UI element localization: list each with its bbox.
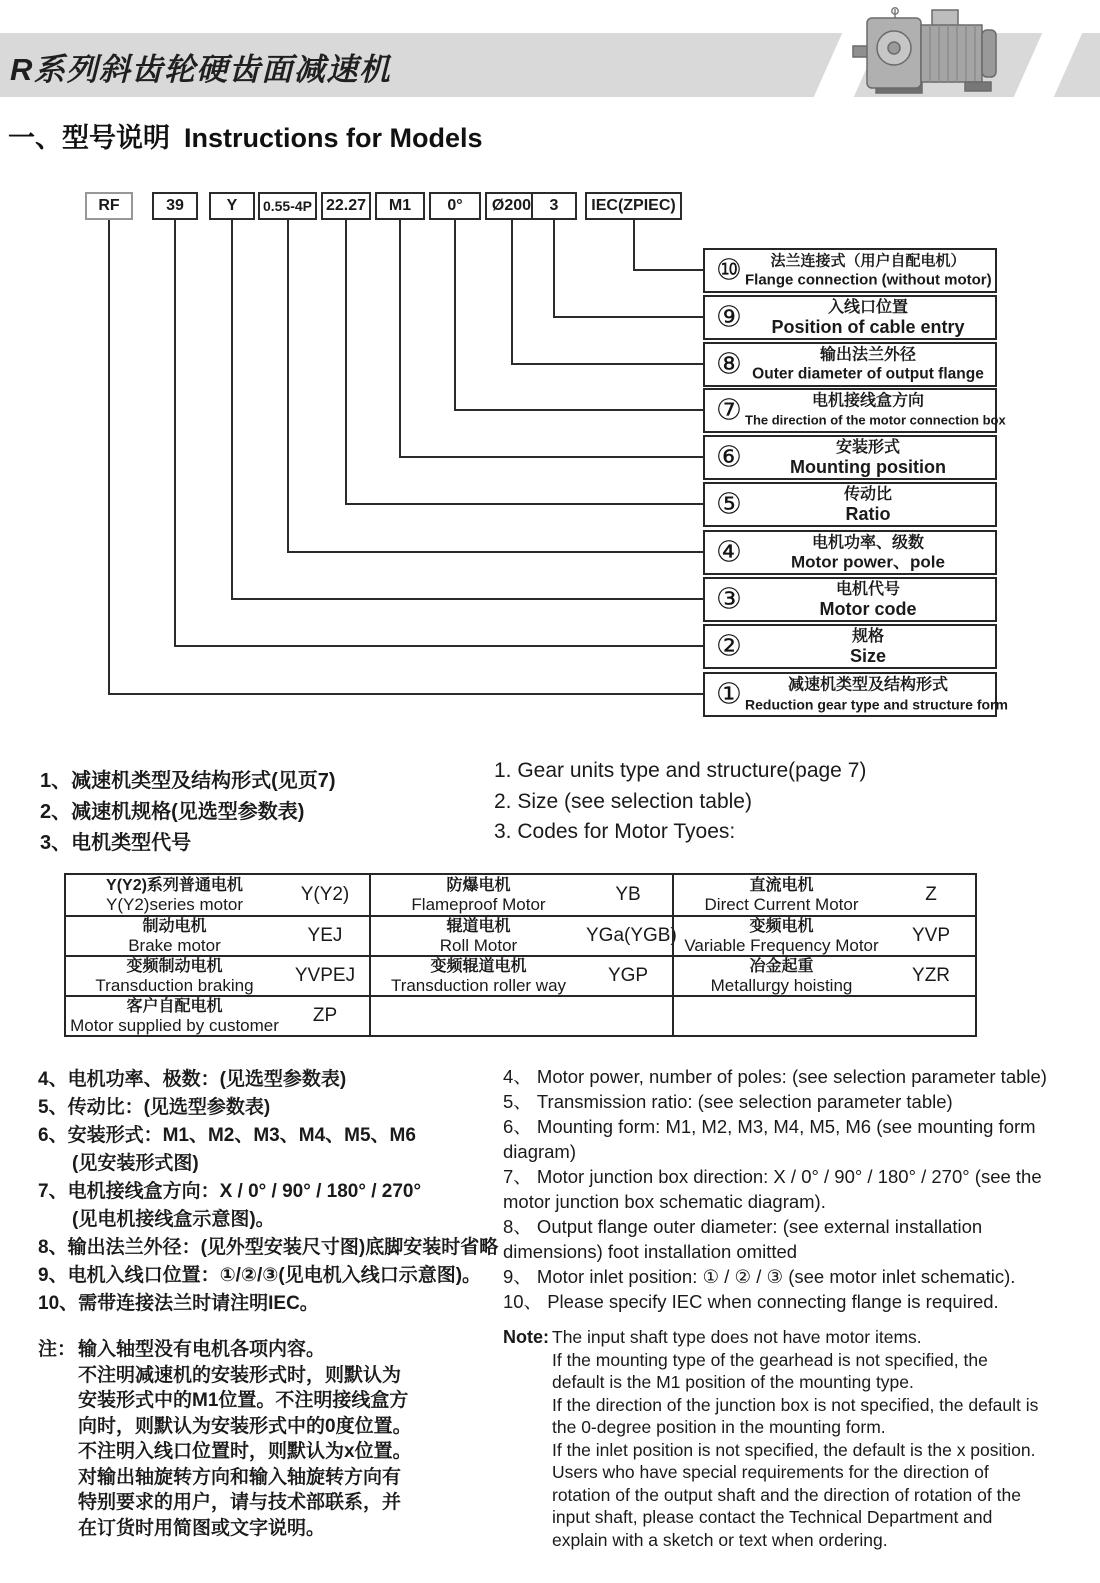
label-cn: 电机功率、级数 [811, 534, 924, 551]
label-en: Motor power、pole [791, 552, 945, 571]
circled-number: ② [716, 630, 742, 662]
list-line: 4、 Motor power, number of poles: (see selection parameter table) [503, 1066, 1047, 1087]
list-line: 9、 Motor inlet position: ① / ② / ③ (see motor inlet schematic). [503, 1266, 1016, 1287]
circled-number: ⑦ [716, 394, 742, 426]
circled-number: ① [716, 678, 742, 710]
label-cn: 传动比 [843, 485, 892, 503]
note-block-en [503, 1326, 1083, 1551]
list-line: 3. Codes for Motor Tyoes: [494, 820, 736, 843]
table-row [66, 955, 975, 995]
label-box-junction-box-direction [703, 388, 1006, 433]
table-row [66, 875, 975, 915]
list-line: 8、 Output flange outer diameter: (see external installation [503, 1216, 983, 1237]
intro-list-en [494, 756, 866, 848]
note-line: 对输出轴旋转方向和输入轴旋转方向有 [78, 1466, 402, 1488]
list-line: 6、 Mounting form: M1, M2, M3, M4, M5, M6 (see mounting form [503, 1116, 1036, 1137]
list-line: 2. Size (see selection table) [494, 789, 752, 813]
motor-name-cn: 冶金起重 [749, 957, 814, 975]
table-cell [66, 997, 369, 1035]
circled-number: ⑧ [716, 348, 742, 380]
motor-code: YB [615, 884, 641, 905]
list-line: 7、 Motor junction box direction: X / 0° / 90° / 180° / 270° (see the [503, 1166, 1042, 1187]
label-en: Size [849, 645, 887, 666]
motor-code: Y(Y2) [300, 884, 350, 905]
list-line: 5、传动比：(见选型参数表) [38, 1097, 271, 1118]
list-line: 3、电机类型代号 [40, 832, 192, 854]
list-line: (见安装形式图) [72, 1153, 199, 1174]
connector-line [108, 220, 704, 695]
table-cell [369, 917, 677, 955]
motor-name-cn: Y(Y2)系列普通电机 [106, 876, 243, 894]
model-code-box-size: 39 [152, 192, 198, 220]
note-line: default is the M1 position of the mounting type. [552, 1372, 914, 1392]
label-cn: 安装形式 [835, 438, 900, 456]
motor-name-en: Y(Y2)series motor [106, 894, 243, 914]
motor-name-en: Transduction braking [95, 975, 254, 995]
label-box-mounting-position [703, 435, 997, 480]
list-line: 9、电机入线口位置：①/②/③(见电机入线口示意图)。 [38, 1265, 482, 1286]
note-block-cn [38, 1337, 508, 1541]
model-code-box-ratio: 22.27 [321, 192, 371, 220]
list-line: 1. Gear units type and structure(page 7) [494, 759, 867, 782]
list-line: diagram) [503, 1141, 576, 1162]
table-cell [672, 957, 975, 995]
label-cn: 入线口位置 [827, 298, 908, 316]
label-en: Flange connection (without motor) [745, 271, 992, 288]
table-cell-empty [369, 997, 672, 1035]
motor-code: Z [925, 884, 937, 905]
motor-name-cn: 制动电机 [142, 917, 207, 935]
motor-name-en: Roll Motor [439, 935, 518, 955]
list-line: 10、需带连接法兰时请注明IEC。 [38, 1293, 319, 1314]
label-en: Reduction gear type and structure form [745, 696, 1008, 712]
list-line: 2、减速机规格(见选型参数表) [40, 801, 305, 823]
list-line: 1、减速机类型及结构形式(见页7) [40, 770, 336, 792]
list-line: 10、 Please specify IEC when connecting flange is required. [503, 1291, 999, 1312]
table-cell [369, 875, 672, 915]
label-en: Outer diameter of output flange [752, 365, 984, 382]
section-heading [8, 116, 483, 155]
model-code-box-iec-flange: IEC(ZPIEC) [585, 192, 682, 220]
table-cell [66, 957, 369, 995]
label-cn: 法兰连接式（用户自配电机） [770, 252, 966, 269]
motor-code: YVPEJ [294, 965, 356, 986]
section-heading-en: Instructions for Models [184, 123, 483, 153]
list-line: 4、电机功率、极数：(见选型参数表) [38, 1069, 347, 1090]
table-cell [66, 917, 369, 955]
motor-name-en: Motor supplied by customer [70, 1015, 279, 1035]
section-heading-cn: 一、型号说明 [8, 123, 170, 153]
items-list-en [503, 1064, 1078, 1314]
table-cell [369, 957, 672, 995]
note-line: Users who have special requirements for the direction of [552, 1462, 989, 1482]
label-en: The direction of the motor connection box [745, 412, 1006, 427]
label-en: Motor code [819, 598, 917, 619]
model-code-box-type: RF [85, 192, 133, 220]
label-cn: 减速机类型及结构形式 [787, 676, 948, 693]
label-box-motor-code [703, 577, 997, 622]
note-line: 特别要求的用户，请与技术部联系，并 [78, 1492, 402, 1513]
note-label: 注： [38, 1339, 77, 1360]
circled-number: ⑥ [716, 441, 742, 473]
motor-name-cn: 变频电机 [749, 917, 814, 935]
note-line: The input shaft type does not have motor items. [552, 1327, 922, 1347]
note-line: 输入轴型没有电机各项内容。 [78, 1339, 326, 1360]
note-label: Note: [503, 1327, 549, 1347]
model-code-box-flange-diameter: Ø200 [485, 192, 538, 220]
intro-list-cn [40, 766, 336, 859]
circled-number: ⑨ [716, 301, 742, 333]
label-cn: 电机代号 [835, 580, 900, 598]
motor-name-cn: 变频辊道电机 [430, 957, 527, 975]
motor-name-cn: 变频制动电机 [126, 957, 223, 975]
motor-name-en: Transduction roller way [390, 975, 567, 995]
table-cell [66, 875, 369, 915]
note-line: the 0-degree position in the mounting form. [552, 1417, 886, 1437]
motor-name-cn: 客户自配电机 [126, 997, 223, 1015]
model-code-box-power-pole: 0.55-4P [258, 192, 317, 220]
label-box-output-flange [703, 342, 997, 387]
motor-code: YZR [912, 965, 951, 986]
label-box-flange-connection [703, 248, 997, 293]
motor-name-en: Brake motor [128, 935, 221, 955]
label-en: Position of cable entry [771, 316, 965, 337]
motor-code: YGa(YGB) [586, 925, 677, 946]
circled-number: ④ [716, 536, 742, 568]
note-line: 不注明减速机的安装形式时，则默认为 [78, 1364, 402, 1386]
note-line: 向时，则默认为安装形式中的0度位置。 [78, 1415, 412, 1437]
table-row [66, 995, 975, 1035]
list-line: motor junction box schematic diagram). [503, 1191, 826, 1212]
note-line: If the mounting type of the gearhead is not specified, the [552, 1349, 988, 1370]
circled-number: ③ [716, 583, 742, 615]
items-list-cn [38, 1066, 508, 1318]
motor-code: ZP [312, 1005, 338, 1026]
label-box-gear-type [703, 672, 1008, 717]
table-row [66, 915, 975, 955]
circled-number: ⑩ [716, 254, 742, 286]
label-cn: 规格 [851, 627, 884, 645]
note-line: 安装形式中的M1位置。不注明接线盒方 [78, 1390, 409, 1411]
table-cell [672, 875, 975, 915]
list-line: dimensions) foot installation omitted [503, 1241, 798, 1262]
note-line: If the direction of the junction box is not specified, the default is [552, 1394, 1039, 1415]
label-en: Ratio [845, 503, 891, 524]
table-cell-empty [672, 997, 975, 1035]
note-line: input shaft, please contact the Technical Department and [552, 1507, 993, 1527]
gear-motor-image [850, 6, 1018, 102]
motor-name-cn: 防爆电机 [446, 876, 511, 894]
table-cell [672, 917, 975, 955]
label-box-ratio [703, 482, 997, 527]
list-line: (见电机接线盒示意图)。 [72, 1209, 275, 1230]
label-box-size [703, 624, 997, 669]
label-box-motor-power-pole [703, 530, 997, 575]
list-line: 5、 Transmission ratio: (see selection parameter table) [503, 1091, 953, 1112]
note-line: rotation of the output shaft and the direction of rotation of the [552, 1484, 1021, 1505]
motor-code: YGP [607, 965, 649, 986]
label-box-cable-entry [703, 295, 997, 340]
note-line: 不注明入线口位置时，则默认为x位置。 [78, 1441, 412, 1462]
note-line: If the inlet position is not specified, the default is the x position. [552, 1439, 1036, 1460]
model-code-box-cable-entry: 3 [531, 192, 577, 220]
note-line: 在订货时用简图或文字说明。 [78, 1517, 326, 1539]
list-line: 7、电机接线盒方向：X / 0° / 90° / 180° / 270° [38, 1181, 422, 1202]
page-title: R系列斜齿轮硬齿面减速机 [10, 52, 392, 87]
motor-name-en: Direct Current Motor [704, 894, 859, 914]
motor-code: YEJ [307, 925, 343, 946]
list-line: 8、输出法兰外径：(见外型安装尺寸图)底脚安装时省略 [38, 1237, 499, 1258]
model-code-box-junction-direction: 0° [429, 192, 481, 220]
motor-code: YVP [912, 925, 951, 946]
label-cn: 电机接线盒方向 [811, 392, 924, 409]
model-code-box-mounting: M1 [375, 192, 425, 220]
note-line: explain with a sketch or text when ordering. [552, 1529, 888, 1550]
motor-name-en: Flameproof Motor [411, 894, 546, 914]
motor-name-en: Variable Frequency Motor [684, 935, 879, 955]
motor-type-table [64, 873, 977, 1037]
model-code-box-motor-code: Y [209, 192, 255, 220]
label-cn: 输出法兰外径 [819, 346, 916, 363]
label-en: Mounting position [790, 456, 946, 477]
motor-name-cn: 辊道电机 [446, 917, 511, 935]
motor-name-en: Metallurgy hoisting [710, 975, 853, 995]
list-line: 6、安装形式：M1、M2、M3、M4、M5、M6 [38, 1125, 416, 1146]
motor-name-cn: 直流电机 [749, 876, 814, 894]
circled-number: ⑤ [716, 488, 742, 520]
